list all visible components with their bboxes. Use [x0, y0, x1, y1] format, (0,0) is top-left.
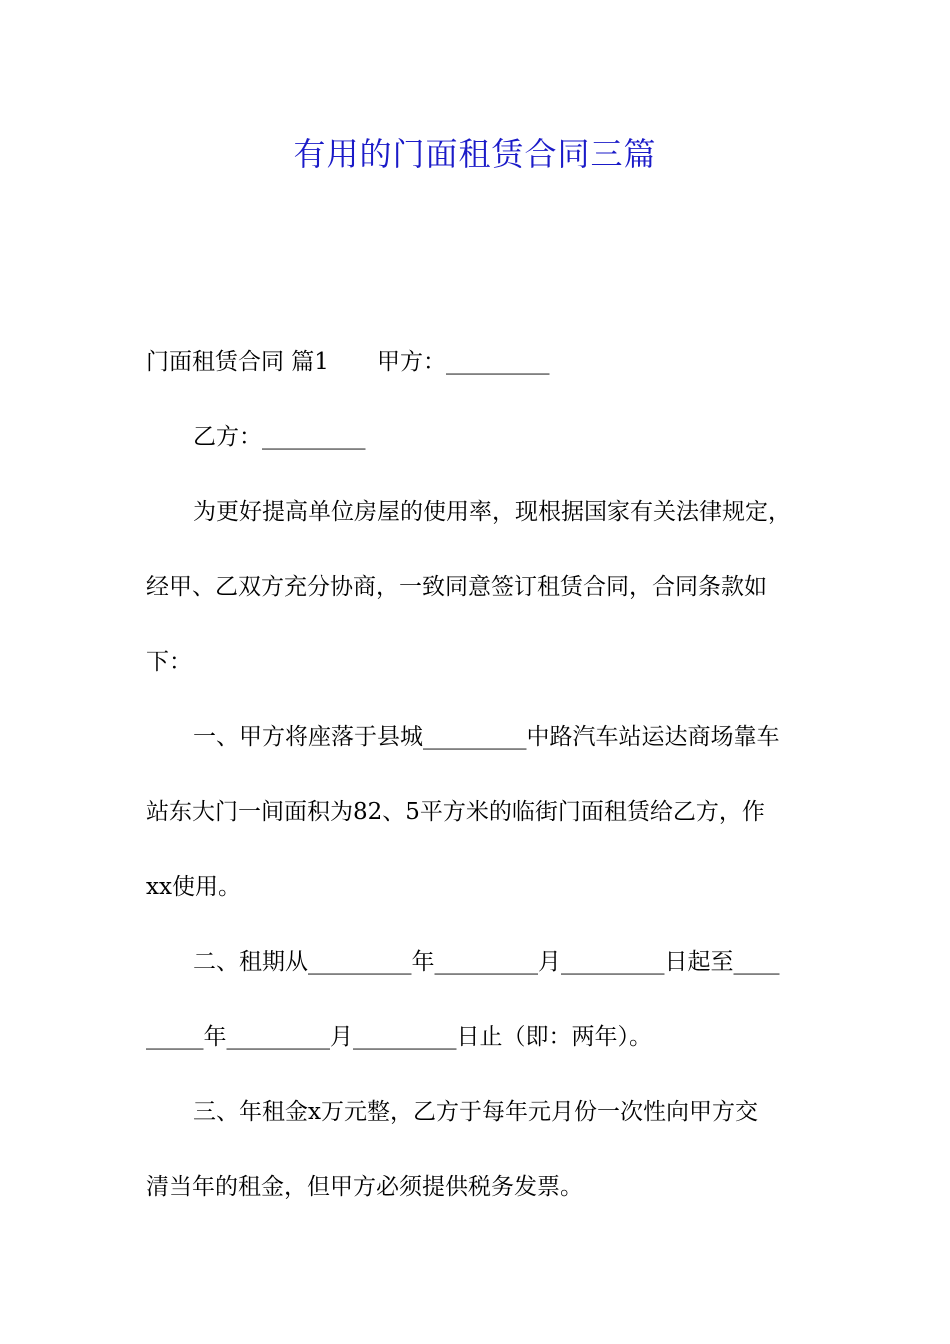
clause-one-line: 一、甲方将座落于县城_________中路汽车站运达商场靠车: [193, 724, 780, 750]
document-body: [146, 337, 811, 1237]
paragraph-line: 为更好提高单位房屋的使用率，现根据国家有关法律规定，: [193, 499, 791, 525]
clause-three-line: 清当年的租金，但甲方必须提供税务发票。: [146, 1174, 583, 1200]
clause-one-line: 站东大门一间面积为82、5平方米的临街门面租赁给乙方，作: [146, 799, 765, 825]
heading-line: [146, 337, 811, 387]
clause-two-line: 二、租期从_________年_________月_________日起至____: [193, 949, 780, 975]
paragraph-line: 下：: [146, 649, 192, 675]
document-title: 有用的门面租赁合同三篇: [293, 135, 657, 173]
paragraph-line: 经甲、乙双方充分协商，一致同意签订租赁合同，合同条款如: [146, 574, 767, 600]
clause-one-line: xx使用。: [146, 874, 241, 900]
contract-section-label: 门面租赁合同 篇1: [146, 349, 329, 375]
party-a-field: 甲方：_________: [376, 349, 550, 375]
clause-three-line: 三、年租金x万元整，乙方于每年元月份一次性向甲方交: [193, 1099, 758, 1125]
clause-two-line: _____年_________月_________日止（即：两年）。: [146, 1024, 652, 1050]
party-b-line: 乙方：_________: [193, 424, 366, 450]
